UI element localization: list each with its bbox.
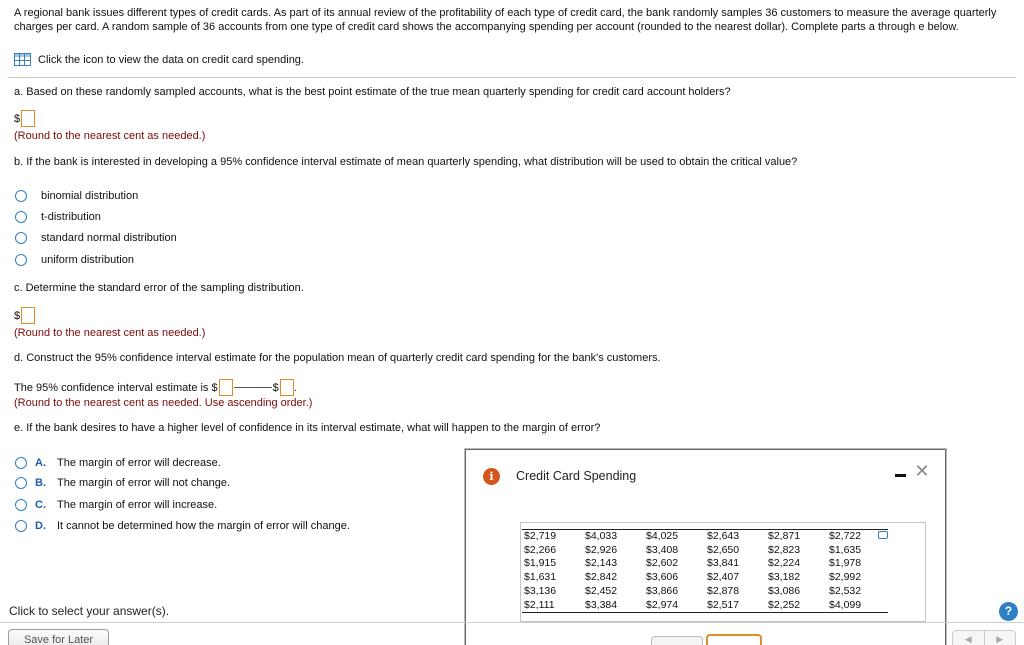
table-cell: $1,631 bbox=[524, 571, 557, 584]
part-e-option-a[interactable] bbox=[15, 457, 221, 469]
panel-header bbox=[466, 450, 945, 502]
table-cell: $2,719 bbox=[522, 530, 583, 544]
part-c-hint: (Round to the nearest cent as needed.) bbox=[14, 327, 206, 339]
part-b-option[interactable] bbox=[15, 190, 138, 202]
part-b-option[interactable] bbox=[15, 211, 101, 223]
table-row bbox=[522, 530, 888, 544]
table-cell: $3,384 bbox=[583, 599, 644, 613]
info-icon: i bbox=[483, 468, 500, 485]
table-cell: $2,974 bbox=[644, 599, 705, 613]
footer-button[interactable] bbox=[651, 636, 703, 645]
radio-button[interactable] bbox=[15, 499, 27, 511]
minimize-button[interactable] bbox=[890, 464, 912, 484]
part-b-option-label: binomial distribution bbox=[41, 190, 139, 202]
radio-button[interactable] bbox=[15, 232, 27, 244]
table-cell: $2,266 bbox=[524, 543, 557, 556]
part-d-lower-input[interactable] bbox=[219, 379, 233, 396]
copy-data-icon[interactable] bbox=[878, 531, 888, 539]
part-c-answer-input[interactable] bbox=[21, 307, 35, 324]
part-b-option[interactable] bbox=[15, 254, 134, 266]
option-text: The margin of error will decrease. bbox=[57, 457, 221, 469]
part-e-option-c[interactable] bbox=[15, 499, 217, 511]
part-b-question: b. If the bank is interested in developing a 95% confidence interval estimate of mean quarterly spending, what distribution will be used to obtain the critical value? bbox=[14, 156, 798, 168]
part-d-question: d. Construct the 95% confidence interval estimate for the population mean of quarterly credit card spending for the bank's customers. bbox=[14, 352, 661, 364]
part-e-question: e. If the bank desires to have a higher level of confidence in its interval estimate, what will happen to the margin of error? bbox=[14, 422, 601, 434]
table-cell: $1,915 bbox=[524, 557, 557, 570]
table-cell: $3,086 bbox=[768, 584, 801, 597]
table-cell: $3,866 bbox=[646, 584, 679, 597]
table-cell: $4,033 bbox=[583, 530, 644, 544]
option-letter: D. bbox=[35, 520, 46, 532]
table-cell: $2,878 bbox=[707, 584, 740, 597]
table-cell: $2,252 bbox=[766, 599, 827, 613]
save-for-later-button[interactable]: Save for Later bbox=[8, 629, 109, 645]
radio-button[interactable] bbox=[15, 457, 27, 469]
part-d-mid-dollar: $ bbox=[272, 381, 279, 394]
part-b-option[interactable] bbox=[15, 232, 177, 244]
next-arrow-icon[interactable]: ▶ bbox=[996, 634, 1004, 644]
table-cell: $2,407 bbox=[707, 571, 740, 584]
radio-button[interactable] bbox=[15, 477, 27, 489]
table-row bbox=[522, 557, 888, 571]
table-cell: $2,602 bbox=[646, 557, 679, 570]
previous-arrow-icon[interactable]: ◀ bbox=[953, 631, 985, 645]
view-data-label: Click the icon to view the data on credit card spending. bbox=[38, 53, 304, 66]
part-d-lead: The 95% confidence interval estimate is $ bbox=[14, 381, 218, 394]
part-a-answer-input[interactable] bbox=[21, 110, 35, 127]
table-cell: $2,871 bbox=[766, 530, 827, 544]
part-b-option-label: standard normal distribution bbox=[41, 232, 177, 244]
part-d-upper-input[interactable] bbox=[280, 379, 294, 396]
table-cell: $2,517 bbox=[705, 599, 766, 613]
table-cell: $2,650 bbox=[707, 543, 740, 556]
part-a-question: a. Based on these randomly sampled accounts, what is the best point estimate of the true mean quarterly spending for credit card account holders? bbox=[14, 86, 731, 98]
panel-title: Credit Card Spending bbox=[516, 469, 637, 483]
interval-dash bbox=[234, 387, 272, 388]
spending-table bbox=[522, 529, 888, 613]
radio-button[interactable] bbox=[15, 211, 27, 223]
divider bbox=[8, 77, 1016, 78]
select-answer-text: Click to select your answer(s). bbox=[9, 604, 170, 618]
close-icon[interactable]: ✕ bbox=[914, 461, 930, 481]
table-cell: $2,452 bbox=[585, 584, 618, 597]
table-row bbox=[522, 599, 888, 613]
question-nav bbox=[952, 630, 1016, 645]
table-cell: $2,143 bbox=[585, 557, 618, 570]
part-a-dollar: $ bbox=[14, 112, 21, 125]
part-d-end: . bbox=[293, 381, 297, 394]
table-cell: $2,111 bbox=[522, 599, 583, 613]
part-a-answer-row bbox=[14, 110, 35, 127]
table-cell: $3,606 bbox=[646, 571, 679, 584]
view-data-link[interactable] bbox=[14, 53, 304, 66]
part-c-question: c. Determine the standard error of the sampling distribution. bbox=[14, 282, 304, 294]
part-d-hint: (Round to the nearest cent as needed. Use ascending order.) bbox=[14, 397, 313, 409]
credit-card-spending-panel bbox=[465, 449, 946, 645]
part-c-answer-row bbox=[14, 307, 35, 324]
option-text: The margin of error will increase. bbox=[57, 499, 218, 511]
option-text: The margin of error will not change. bbox=[57, 477, 231, 489]
option-letter: B. bbox=[35, 477, 46, 489]
part-a-hint: (Round to the nearest cent as needed.) bbox=[14, 130, 206, 142]
table-row bbox=[522, 544, 888, 558]
table-cell: $3,136 bbox=[524, 584, 557, 597]
table-cell: $4,025 bbox=[644, 530, 705, 544]
part-b-option-label: uniform distribution bbox=[41, 254, 134, 266]
table-cell: $2,926 bbox=[585, 543, 618, 556]
table-cell: $2,992 bbox=[829, 571, 862, 584]
radio-button[interactable] bbox=[15, 520, 27, 532]
table-cell: $4,099 bbox=[827, 599, 888, 613]
option-letter: A. bbox=[35, 457, 46, 469]
radio-button[interactable] bbox=[15, 254, 27, 266]
check-answer-button[interactable] bbox=[706, 634, 762, 645]
table-cell: $2,823 bbox=[768, 543, 801, 556]
part-e-option-b[interactable] bbox=[15, 477, 230, 489]
table-cell: $2,532 bbox=[829, 584, 862, 597]
intro-text: A regional bank issues different types of credit cards. As part of its annual review of the profitability of each type of credit card, the bank randomly samples 36 customers to measure the average quarterly charges per card. A random sample of 36 accounts from one type of credit card shows the accompanying spending per account (rounded to the nearest dollar). Complete parts a through e below. bbox=[14, 7, 997, 33]
table-icon[interactable] bbox=[14, 53, 31, 66]
part-e-option-d[interactable] bbox=[15, 520, 350, 532]
table-cell: $2,643 bbox=[705, 530, 766, 544]
part-b-option-label: t-distribution bbox=[41, 211, 101, 223]
table-cell: $3,408 bbox=[646, 543, 679, 556]
option-text: It cannot be determined how the margin of error will change. bbox=[57, 520, 350, 532]
table-cell: $2,842 bbox=[585, 571, 618, 584]
table-cell: $3,182 bbox=[768, 571, 801, 584]
table-cell: $2,722 bbox=[827, 530, 888, 544]
option-letter: C. bbox=[35, 499, 46, 511]
table-row bbox=[522, 571, 888, 585]
table-cell: $1,978 bbox=[829, 557, 862, 570]
table-row bbox=[522, 585, 888, 599]
part-d-interval-row bbox=[14, 379, 297, 396]
table-cell: $2,224 bbox=[768, 557, 801, 570]
footer-divider bbox=[0, 622, 1024, 623]
part-c-dollar: $ bbox=[14, 309, 21, 322]
help-icon[interactable]: ? bbox=[999, 602, 1018, 621]
radio-button[interactable] bbox=[15, 190, 27, 202]
table-cell: $3,841 bbox=[707, 557, 740, 570]
table-cell: $1,635 bbox=[829, 543, 862, 556]
